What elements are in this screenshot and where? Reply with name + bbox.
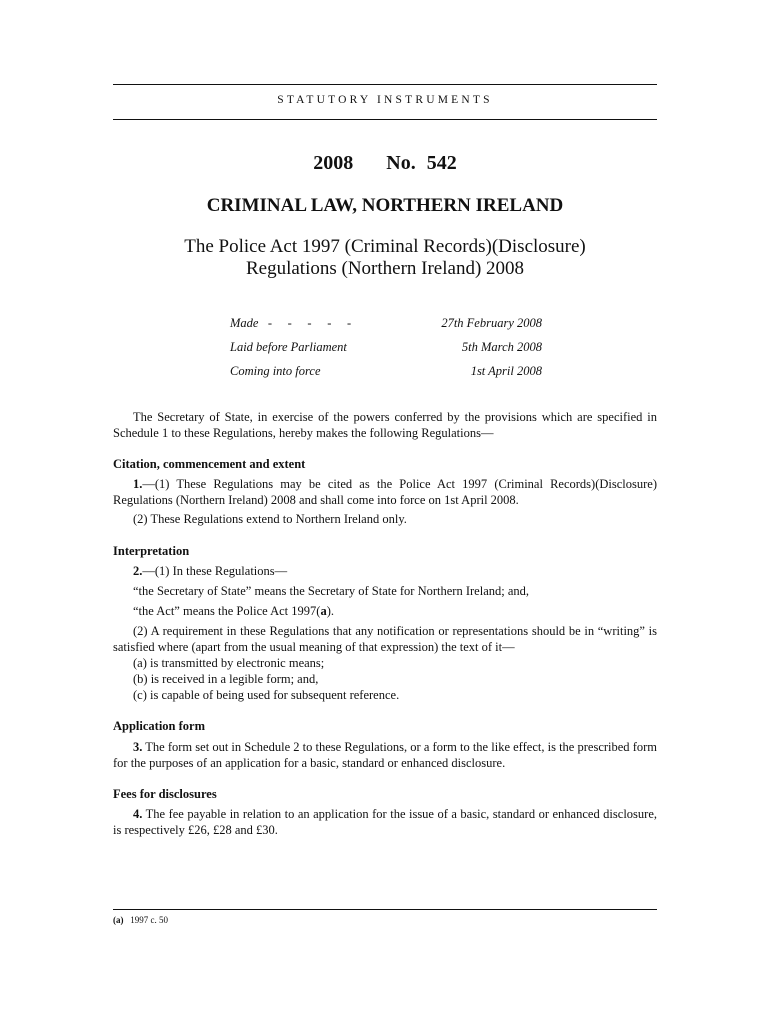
series-heading: STATUTORY INSTRUMENTS (277, 94, 493, 106)
header-top-rule (113, 84, 657, 85)
date-row-made (230, 316, 542, 340)
item-c: (c) is capable of being used for subsequent reference. (133, 688, 400, 702)
paragraph-2-2: (2) A requirement in these Regulations that any notification or representations should be in “writing” is satisfied where (apart from the usual meaning of that expression) the text of it— (113, 624, 657, 654)
item-b: (b) is received in a legible form; and, (133, 672, 319, 686)
paragraph-number: 4. (133, 807, 143, 821)
footnote-rule (113, 909, 657, 910)
instrument-no: No. 542 (386, 152, 457, 174)
date-value: 1st April 2008 (470, 364, 542, 378)
leader-dots: - - - - - (267, 316, 352, 330)
footnote (113, 915, 168, 925)
footnote-marker: (a) (113, 915, 124, 925)
date-label: Laid before Parliament (230, 340, 347, 354)
paragraph-number: 3. (133, 740, 143, 754)
footnote-text: 1997 c. 50 (130, 915, 168, 925)
dates-table (230, 316, 542, 388)
document-title (113, 236, 657, 280)
date-value: 27th February 2008 (441, 316, 542, 330)
section-heading-citation: Citation, commencement and extent (113, 457, 306, 471)
paragraph-1: 1.—(1) These Regulations may be cited as the Police Act 1997 (Criminal Records)(Disclosure) Regulations (Northern Ireland) 2008 and shall come into force on 1st April 2008. (113, 477, 657, 507)
date-row-laid (230, 340, 542, 364)
preamble: The Secretary of State, in exercise of the powers conferred by the provisions which are specified in Schedule 1 to these Regulations, hereby makes the following Regulations— (113, 410, 657, 440)
paragraph-number: 1. (133, 477, 143, 491)
paragraph-3: 3. The form set out in Schedule 2 to these Regulations, or a form to the like effect, is the prescribed form for the purposes of an application for a basic, standard or enhanced disclosure. (113, 740, 657, 770)
paragraph-2: 2.—(1) In these Regulations— (133, 564, 288, 578)
title-line-1: The Police Act 1997 (Criminal Records)(Disclosure) (184, 236, 586, 257)
definition-secretary-of-state: “the Secretary of State” means the Secretary of State for Northern Ireland; and, (133, 584, 530, 598)
date-row-coming-into-force (230, 364, 542, 388)
definition-the-act: “the Act” means the Police Act 1997(a). (133, 604, 334, 618)
instrument-number (113, 152, 657, 175)
item-a: (a) is transmitted by electronic means; (133, 656, 325, 670)
section-heading-application: Application form (113, 719, 206, 733)
instrument-year: 2008 (313, 152, 354, 174)
date-value: 5th March 2008 (461, 340, 542, 354)
footnote-ref: a (320, 604, 327, 618)
section-heading-fees: Fees for disclosures (113, 787, 217, 801)
paragraph-number: 2. (133, 564, 143, 578)
paragraph-1-2: (2) These Regulations extend to Northern Ireland only. (133, 512, 407, 526)
title-line-2: Regulations (Northern Ireland) 2008 (245, 258, 525, 279)
date-label: Made - - - - - (230, 316, 352, 330)
subject-heading: CRIMINAL LAW, NORTHERN IRELAND (206, 195, 564, 216)
section-heading-interpretation: Interpretation (113, 544, 190, 558)
header-bottom-rule (113, 119, 657, 120)
date-label: Coming into force (230, 364, 321, 378)
paragraph-4: 4. The fee payable in relation to an application for the issue of a basic, standard or enhanced disclosure, is respectively £26, £28 and £30. (113, 807, 657, 837)
